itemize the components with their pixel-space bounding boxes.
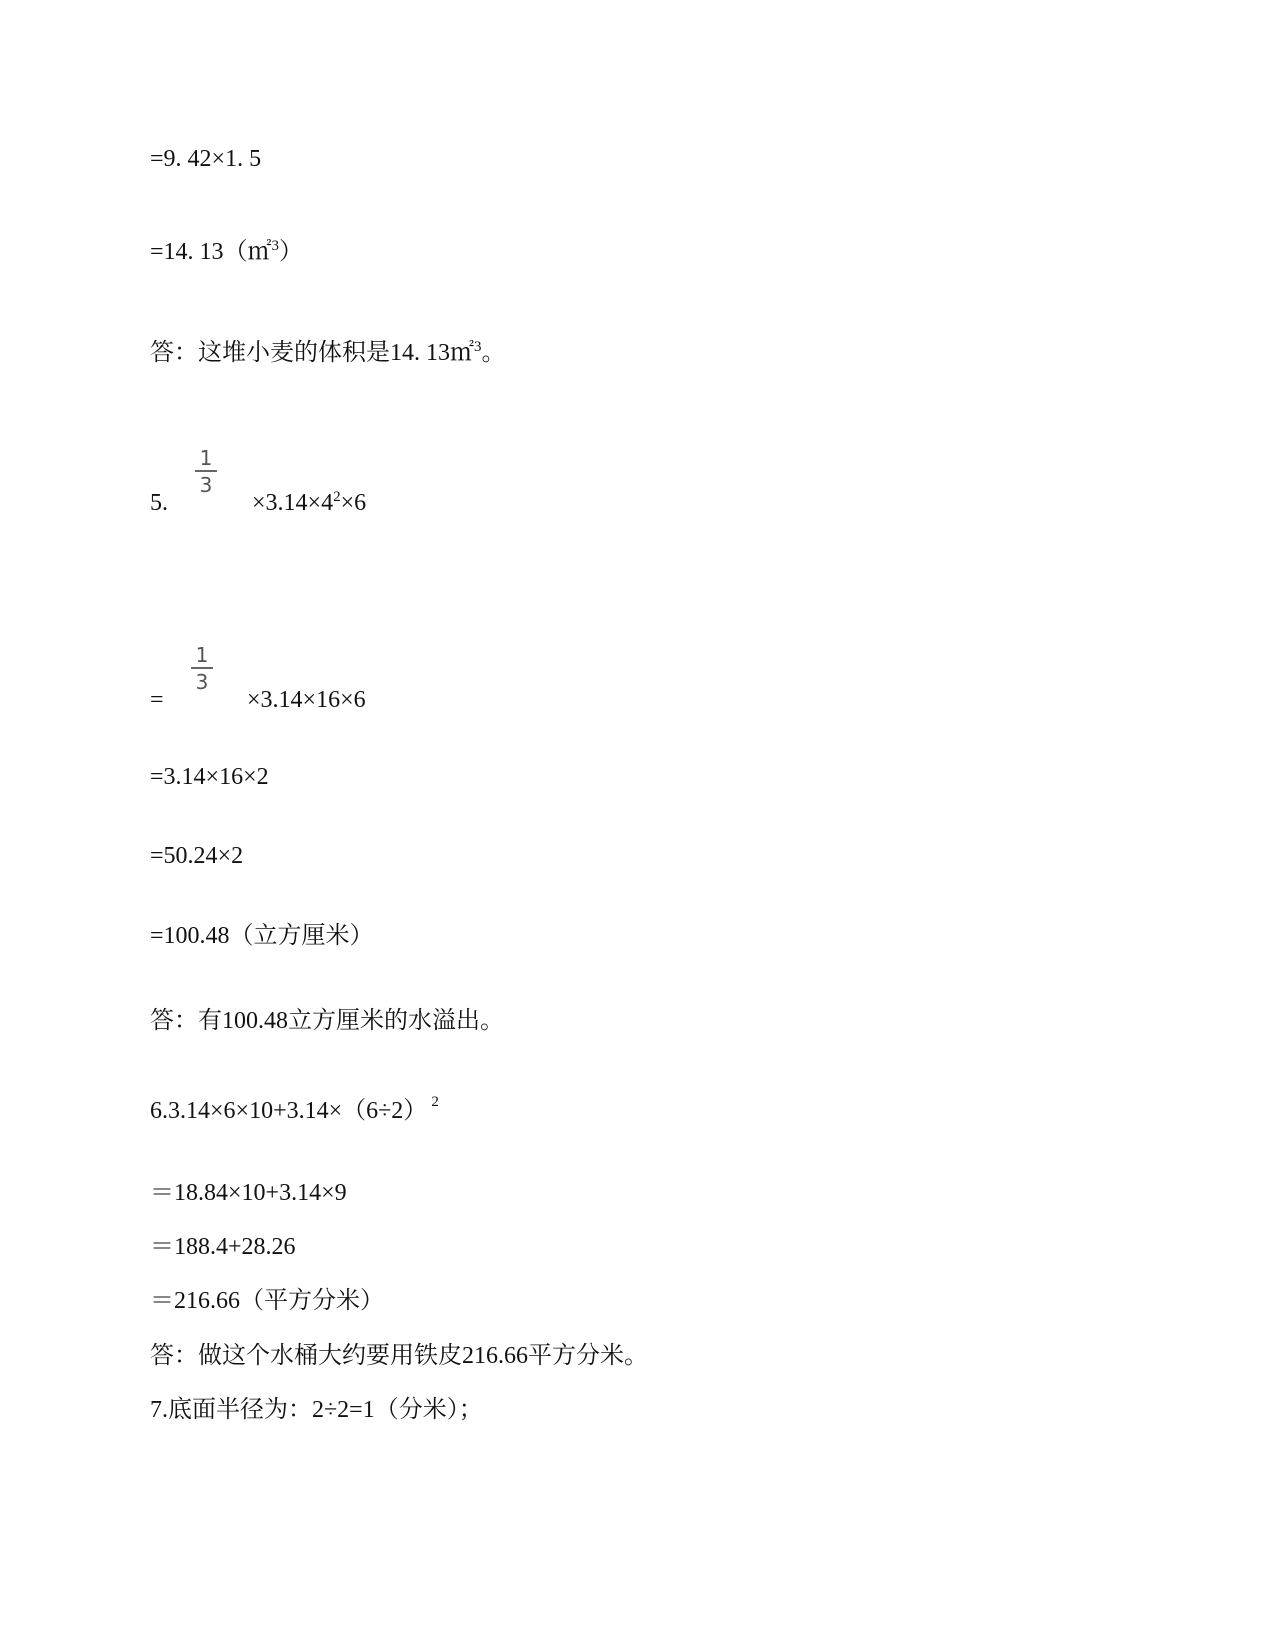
problem-5-step3: =50.24×2 (150, 843, 244, 869)
problem-5-step1-eq: = (150, 687, 164, 713)
calc-line-2 (150, 240, 303, 264)
fraction-bar (191, 667, 213, 669)
calc-line-1 (150, 147, 261, 171)
problem-5-label: 5. (150, 490, 168, 516)
superscript: 3 (474, 339, 482, 355)
problem-5-step1-expr: ×3.14×16×6 (247, 687, 366, 713)
answer-4-text: 答：这堆小麦的体积是14. 13㎡ (150, 340, 474, 366)
answer-line-4 (150, 341, 506, 365)
fraction-bar (195, 470, 217, 472)
answer-4-end: 。 (481, 340, 506, 366)
problem-6-step1: ＝18.84×10+3.14×9 (150, 1180, 347, 1206)
problem-5-expression (252, 491, 366, 515)
calc-line-2-text: =14. 13（㎡ (150, 239, 272, 265)
fraction-one-third (191, 645, 213, 692)
problem-6-line1-text: 6.3.14×6×10+3.14×（6÷2） (150, 1098, 428, 1124)
problem-5-step4: =100.48（立方厘米） (150, 923, 374, 949)
problem-5-expr-b: ×6 (340, 490, 367, 516)
fraction-denominator: 3 (195, 670, 209, 694)
problem-6-answer: 答：做这个水桶大约要用铁皮216.66平方分米。 (150, 1343, 648, 1369)
problem-7-line1: 7.底面半径为：2÷2=1（分米）； (150, 1397, 483, 1423)
fraction-numerator: 1 (195, 643, 209, 667)
calc-line-1-text: =9. 42×1. 5 (150, 146, 262, 172)
problem-5-step2: =3.14×16×2 (150, 764, 269, 790)
calc-line-2-end: ） (279, 239, 304, 265)
problem-5-expr-a: ×3.14×4 (252, 490, 334, 516)
fraction-one-third (195, 448, 217, 495)
problem-5-answer: 答：有100.48立方厘米的水溢出。 (150, 1008, 504, 1034)
problem-6-step3: ＝216.66（平方分米） (150, 1288, 384, 1314)
fraction-denominator: 3 (199, 473, 213, 497)
superscript: 3 (271, 238, 280, 254)
problem-6-line1 (150, 1094, 439, 1124)
problem-6-step2: ＝188.4+28.26 (150, 1234, 296, 1260)
fraction-numerator: 1 (199, 446, 213, 470)
superscript: 2 (431, 1094, 439, 1110)
superscript: 2 (333, 489, 341, 505)
